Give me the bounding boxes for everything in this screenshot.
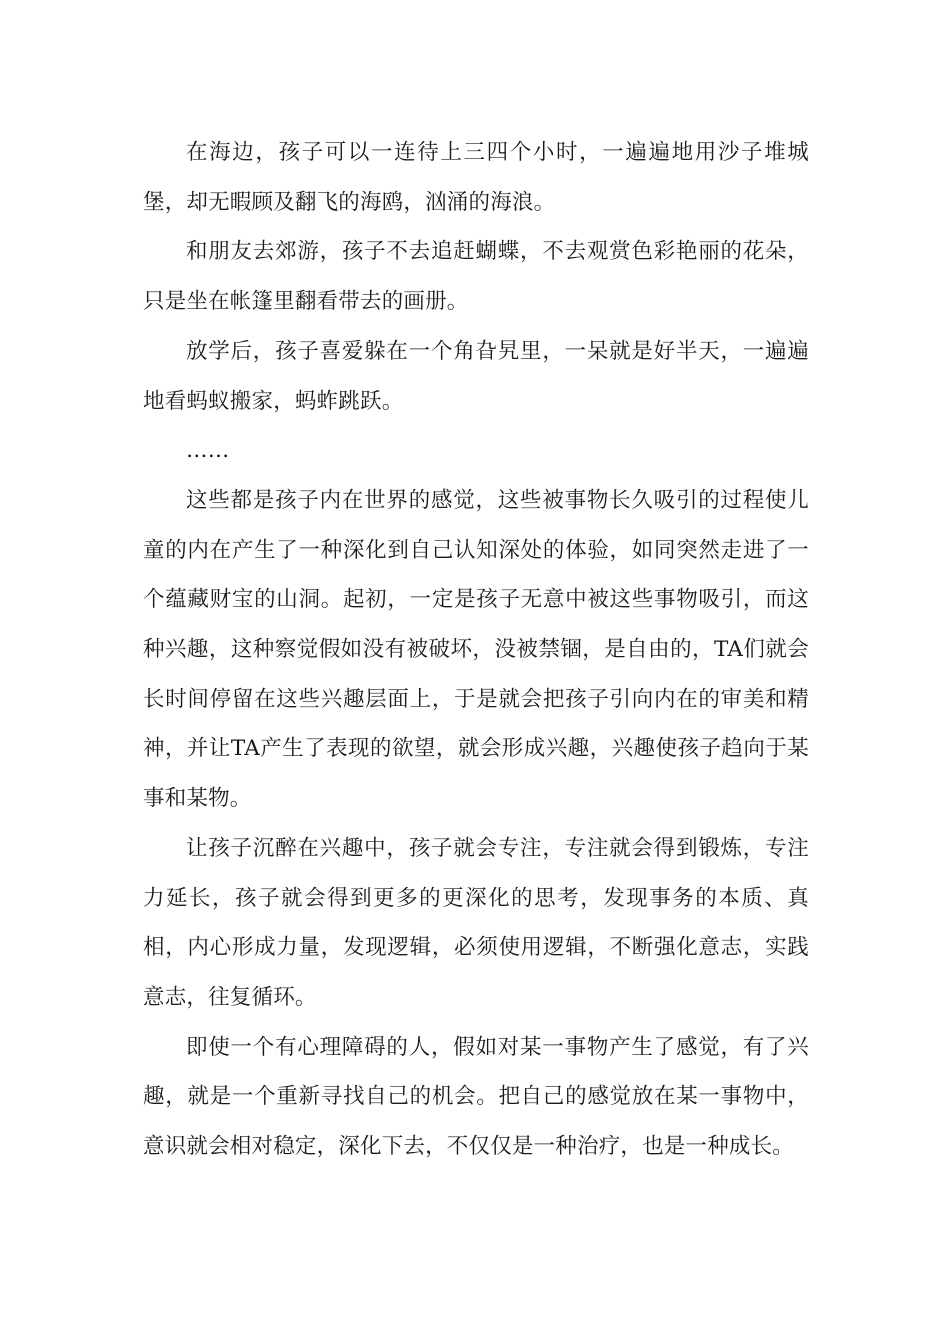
paragraph-2: 和朋友去郊游，孩子不去追赶蝴蝶，不去观赏色彩艳丽的花朵，只是坐在帐篷里翻看带去的画册。 xyxy=(143,239,809,315)
paragraph-1: 在海边，孩子可以一连待上三四个小时，一遍遍地用沙子堆城堡，却无暇顾及翻飞的海鸥，汹涌的海浪。 xyxy=(143,140,809,215)
paragraph-6: 让孩子沉醉在兴趣中，孩子就会专注，专注就会得到锻炼，专注力延长，孩子就会得到更多的更深化的思考，发现事务的本质、真相，内心形成力量，发现逻辑，必须使用逻辑，不断强化意志，实践意志，往复循环。 xyxy=(143,835,809,1010)
paragraph-5: 这些都是孩子内在世界的感觉，这些被事物长久吸引的过程使儿童的内在产生了一种深化到自己认知深处的体验，如同突然走进了一个蕴藏财宝的山洞。起初，一定是孩子无意中被这些事物吸引，而这种兴趣，这种察觉假如没有被破坏，没被禁锢，是自由的，TA们就会长时间停留在这些兴趣层面上，于是就会把孩子引向内在的审美和精神，并让TA产生了表现的欲望，就会形成兴趣，兴趣使孩子趋向于某事和某物。 xyxy=(143,487,809,812)
ellipsis-paragraph: …… xyxy=(186,438,230,464)
document-body xyxy=(143,128,809,1172)
paragraph-7: 即使一个有心理障碍的人，假如对某一事物产生了感觉，有了兴趣，就是一个重新寻找自己的机会。把自己的感觉放在某一事物中，意识就会相对稳定，深化下去，不仅仅是一种治疗，也是一种成长。 xyxy=(143,1034,809,1160)
paragraph-3: 放学后，孩子喜爱躲在一个角旮旯里，一呆就是好半天，一遍遍地看蚂蚁搬家，蚂蚱跳跃。 xyxy=(143,338,809,414)
